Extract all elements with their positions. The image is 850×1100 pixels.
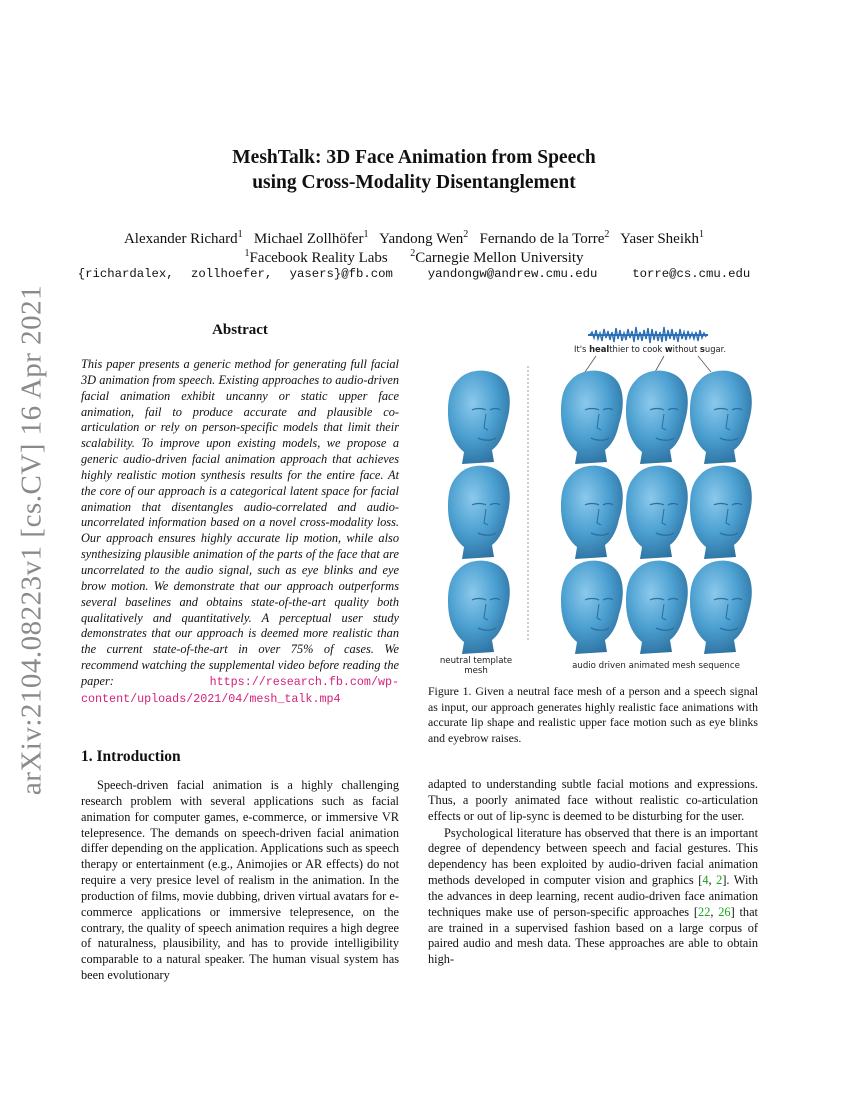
animated-mesh (561, 466, 623, 559)
author-emails: {richardalex, zollhoefer, yasers}@fb.com yandongw@andrew.cmu.edu torre@cs.cmu.edu (77, 267, 751, 281)
affiliations: $^1$Facebook Reality Labs $^2$Carnegie Mellon University (244, 248, 584, 266)
author: Fernando de la Torre (479, 231, 605, 247)
author: Yandong Wen (379, 231, 464, 247)
label-animated-sequence: audio driven animated mesh sequence (572, 661, 740, 671)
animated-mesh (690, 466, 752, 559)
right-column-text (428, 777, 758, 968)
neutral-mesh (448, 561, 510, 654)
citation-link[interactable]: 26 (718, 904, 731, 919)
animated-mesh (626, 466, 688, 559)
arxiv-identifier: arXiv:2104.08223v1 [cs.CV] 16 Apr 2021 (15, 284, 48, 796)
abstract-body: This paper presents a generic method for generating full facial 3D animation from speech. Existing approaches to audio-driven facial animation exhibit uncanny or static upper face animation, fail to produce accurate and plausible co-articulation or rely on person-specific models that limit their scalability. To improve upon existing models, we propose a generic audio-driven facial animation approach that achieves highly realistic motion synthesis results for the entire face. At the core of our approach is a categorical latent space for facial animation that disentangles audio-correlated and audio-uncorrelated information based on a novel cross-modality loss. Our approach ensures highly accurate lip motion, while also synthesizing plausible animation of the parts of the face that are uncorrelated to the audio signal, such as eye blinks and eye brow motion. We demonstrate that our approach outperforms several baselines and obtains state-of-the-art quality both qualitatively and quantitatively. A perceptual user study demonstrates that our approach is deemed more realistic than the current state-of-the-art in over 75% of cases. We recommend watching the supplemental video before reading the paper: https://research.fb.com/wp-content/uploads/2021/04/mesh_talk.mp4 (81, 357, 399, 706)
animated-mesh (690, 561, 752, 654)
author: Yaser Sheikh (620, 231, 700, 247)
animated-mesh (690, 371, 752, 464)
citation-link[interactable]: 22 (698, 904, 711, 919)
neutral-mesh (448, 466, 510, 559)
figure-1-caption: Figure 1. Given a neutral face mesh of a person and a speech signal as input, our approach generates highly realistic face animations with accurate lip shape and realistic upper face motion such as eye blinks and eyebrow raises. (428, 684, 758, 745)
animated-mesh (561, 561, 623, 654)
author: Alexander Richard (123, 231, 238, 247)
paragraph: adapted to understanding subtle facial motions and expressions. Thus, a poorly animated face without realistic co-articulation effects or out of lip-sync is deemed to be disturbing for the user. (428, 777, 758, 823)
figure-1 (428, 318, 758, 678)
animated-mesh (561, 371, 623, 464)
paragraph: Psychological literature has observed that there is an important degree of dependency between speech and facial gestures. This dependency has been exploited by audio-driven facial animation methods developed in computer vision and graphics [4, 2]. With the advances in deep learning, recent audio-driven face animation techniques make use of person-specific approaches [22, 26] that are trained in a supervised fashion based on a large corpus of paired audio and mesh data. These approaches are able to obtain high- (428, 825, 758, 967)
speech-sentence: It's healthier to cook without sugar. (573, 344, 727, 354)
label-neutral-template: neutral template mesh (439, 656, 513, 676)
neutral-mesh (448, 371, 510, 464)
author-list: Alexander Richard$^1$ Michael Zollhöfer$^1$ Yandong Wen$^2$ Fernando de la Torre$^2$ Yaser Sheikh$^1$ (123, 229, 705, 247)
section-heading-introduction: 1. Introduction (81, 748, 181, 765)
author: Michael Zollhöfer (253, 231, 364, 247)
introduction-paragraph: Speech-driven facial animation is a highly challenging research problem with several applications such as facial animation for computer games, e-commerce, or immersive VR telepresence. The demands on speech-driven facial animation differ depending on the application. Applications such as speech therapy or entertainment (e.g., Animojies or AR effects) do not require a very presice level of realism in the animation. In the production of films, movie dubbing, driven virtual avatars for e-commerce applications or immersive telepresence, on the contrary, the quality of speech animation requires a high degree of naturalness, plausibility, and has to provide intelligibility comparable to a natural speaker. The human visual system has been evolutionary (81, 778, 399, 983)
citation-link[interactable]: 2 (716, 873, 723, 888)
supplemental-video-link[interactable]: https://research.fb.com/wp-content/uploads/2021/04/mesh_talk.mp4 (81, 674, 399, 706)
citation-link[interactable]: 4 (702, 873, 709, 888)
audio-waveform (588, 327, 708, 343)
animated-mesh (626, 561, 688, 654)
paper-title: MeshTalk: 3D Face Animation from Speech using Cross-Modality Disentanglement (232, 147, 596, 193)
abstract-heading: Abstract (212, 322, 268, 338)
animated-mesh (626, 371, 688, 464)
